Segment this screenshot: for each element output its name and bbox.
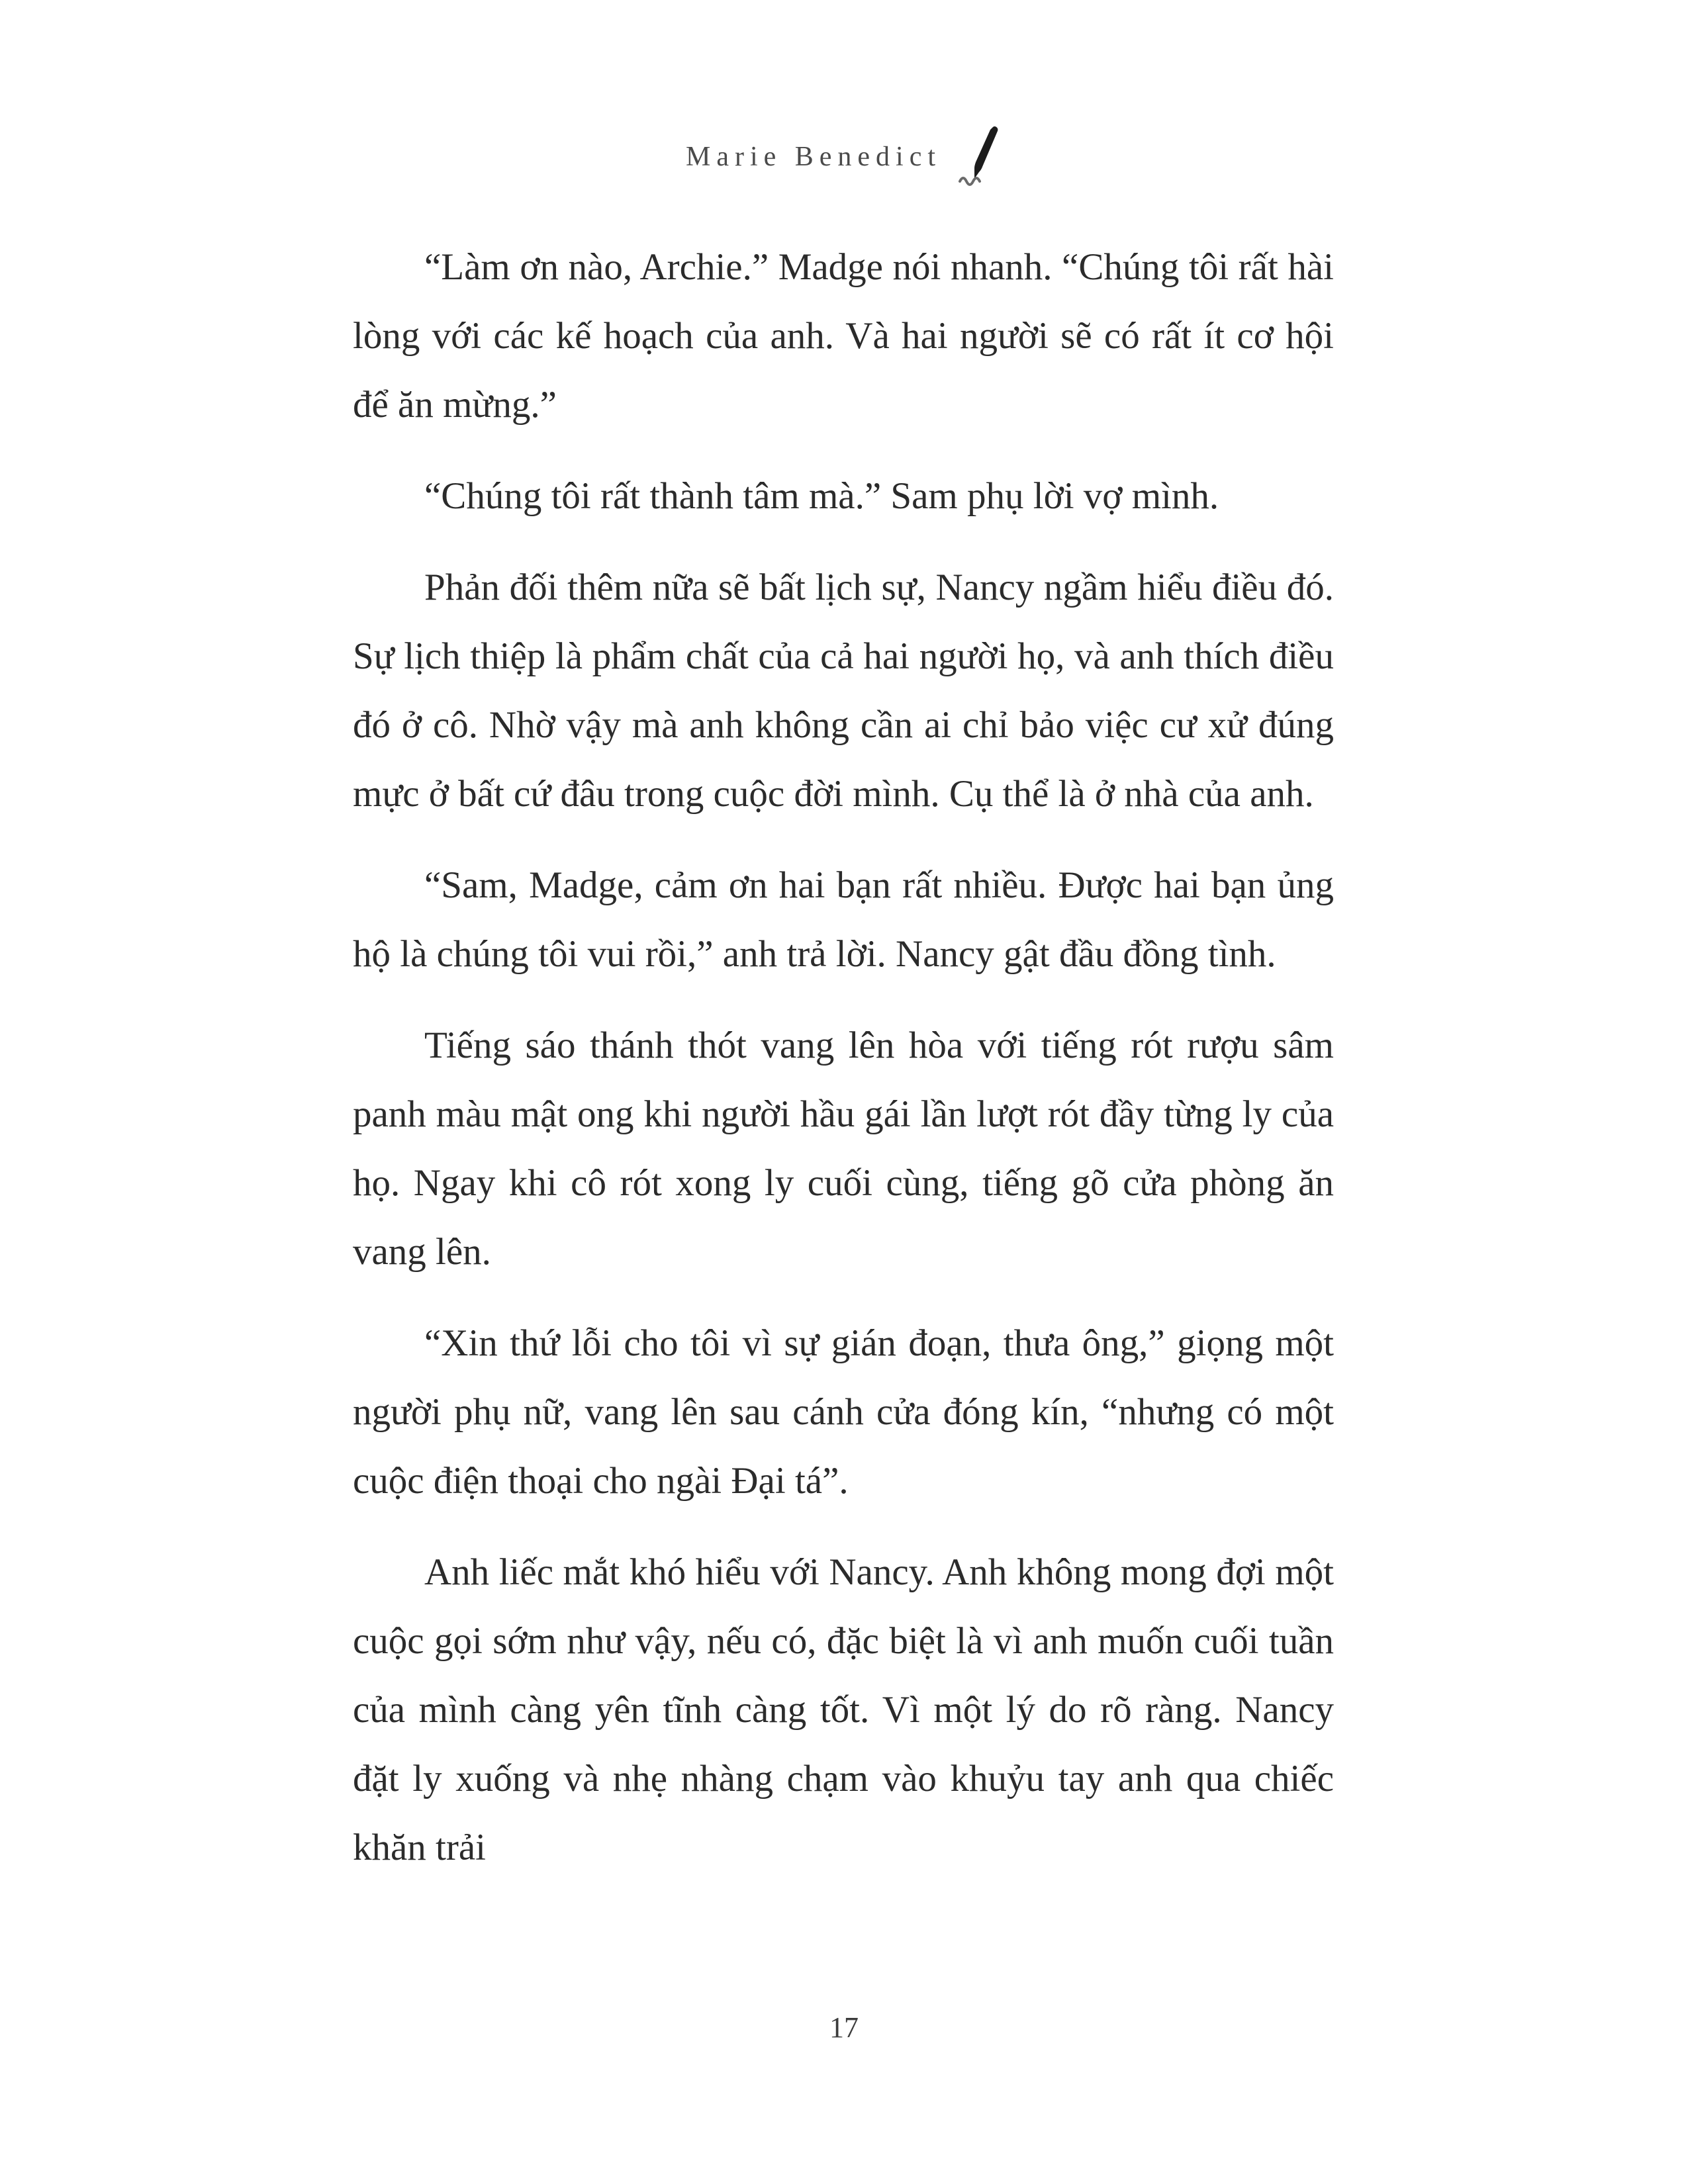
page-number: 17 bbox=[829, 2011, 859, 2044]
paragraph: “Sam, Madge, cảm ơn hai bạn rất nhiều. Được hai bạn ủng hộ là chúng tôi vui rồi,” anh trả lời. Nancy gật đầu đồng tình. bbox=[353, 864, 1334, 975]
paragraph: “Chúng tôi rất thành tâm mà.” Sam phụ lời vợ mình. bbox=[424, 475, 1219, 517]
paragraph: Anh liếc mắt khó hiểu với Nancy. Anh không mong đợi một cuộc gọi sớm như vậy, nếu có, đặc biệt là vì anh muốn cuối tuần của mình càng yên tĩnh càng tốt. Vì một lý do rõ ràng. Nancy đặt ly xuống và nhẹ nhàng chạm vào khuỷu tay anh qua chiếc khăn trải bbox=[353, 1551, 1334, 1868]
author-name: Marie Benedict bbox=[685, 142, 942, 172]
paragraph: “Làm ơn nào, Archie.” Madge nói nhanh. “Chúng tôi rất hài lòng với các kế hoạch của anh. Và hai người sẽ có rất ít cơ hội để ăn mừng.” bbox=[353, 246, 1334, 426]
page-header bbox=[0, 126, 1688, 189]
paragraph: “Xin thứ lỗi cho tôi vì sự gián đoạn, thưa ông,” giọng một người phụ nữ, vang lên sau cánh cửa đóng kín, “nhưng có một cuộc điện thoại cho ngài Đại tá”. bbox=[353, 1322, 1334, 1502]
body-text bbox=[353, 233, 1334, 1905]
pen-icon bbox=[956, 126, 1002, 189]
paragraph: Tiếng sáo thánh thót vang lên hòa với tiếng rót rượu sâm panh màu mật ong khi người hầu gái lần lượt rót đầy từng ly của họ. Ngay khi cô rót xong ly cuối cùng, tiếng gõ cửa phòng ăn vang lên. bbox=[353, 1024, 1334, 1273]
paragraph: Phản đối thêm nữa sẽ bất lịch sự, Nancy ngầm hiểu điều đó. Sự lịch thiệp là phẩm chất của cả hai người họ, và anh thích điều đó ở cô. Nhờ vậy mà anh không cần ai chỉ bảo việc cư xử đúng mực ở bất cứ đâu trong cuộc đời mình. Cụ thể là ở nhà của anh. bbox=[353, 567, 1334, 815]
